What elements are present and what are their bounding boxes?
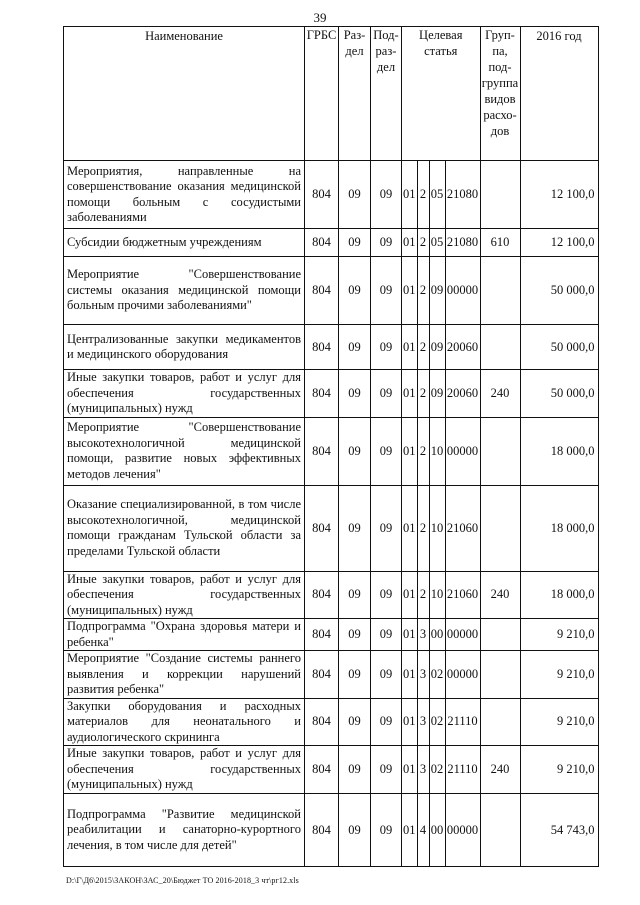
row-amount-2016: 9 210,0 bbox=[520, 746, 598, 794]
row-podrazdel: 09 bbox=[371, 325, 402, 370]
row-target-direction: 00000 bbox=[445, 417, 480, 485]
row-name: Подпрограмма "Развитие медицинской реабилитации и санаторно-курортного лечения, в том числе для детей" bbox=[64, 794, 305, 867]
page-number: 39 bbox=[313, 10, 327, 25]
row-target-program: 01 bbox=[402, 746, 418, 794]
row-grbs: 804 bbox=[305, 257, 339, 325]
header-grbs: ГРБС bbox=[305, 27, 339, 161]
row-razdel: 09 bbox=[339, 257, 371, 325]
row-target-direction: 00000 bbox=[445, 794, 480, 867]
table-row bbox=[64, 417, 599, 485]
row-podrazdel: 09 bbox=[371, 794, 402, 867]
row-target-program: 01 bbox=[402, 325, 418, 370]
row-razdel: 09 bbox=[339, 619, 371, 651]
row-target-event: 05 bbox=[429, 229, 445, 257]
header-row bbox=[64, 27, 599, 161]
row-name: Подпрограмма "Охрана здоровья матери и ребенка" bbox=[64, 619, 305, 651]
row-name: Мероприятие "Совершенствование высокотехнологичной медицинской помощи, развитие новых эффективных методов лечения" bbox=[64, 417, 305, 485]
row-target-program: 01 bbox=[402, 571, 418, 619]
row-razdel: 09 bbox=[339, 651, 371, 699]
row-podrazdel: 09 bbox=[371, 370, 402, 418]
row-amount-2016: 54 743,0 bbox=[520, 794, 598, 867]
header-2016: 2016 год bbox=[520, 27, 598, 161]
row-name: Мероприятия, направленные на совершенствование оказания медицинской помощи больным с сосудистыми заболеваниями bbox=[64, 161, 305, 229]
row-target-direction: 21080 bbox=[445, 161, 480, 229]
row-amount-2016: 50 000,0 bbox=[520, 370, 598, 418]
row-amount-2016: 50 000,0 bbox=[520, 325, 598, 370]
row-expense-group: 240 bbox=[480, 746, 520, 794]
table-row bbox=[64, 229, 599, 257]
row-target-event: 10 bbox=[429, 417, 445, 485]
row-name: Закупки оборудования и расходных материалов для неонатального и аудиологического скрининга bbox=[64, 698, 305, 746]
row-target-program: 01 bbox=[402, 698, 418, 746]
row-podrazdel: 09 bbox=[371, 417, 402, 485]
row-target-subprogram: 3 bbox=[417, 746, 429, 794]
row-razdel: 09 bbox=[339, 161, 371, 229]
header-name: Наименование bbox=[64, 27, 305, 161]
row-amount-2016: 50 000,0 bbox=[520, 257, 598, 325]
row-grbs: 804 bbox=[305, 161, 339, 229]
row-target-program: 01 bbox=[402, 651, 418, 699]
row-razdel: 09 bbox=[339, 794, 371, 867]
row-grbs: 804 bbox=[305, 698, 339, 746]
row-target-subprogram: 2 bbox=[417, 370, 429, 418]
row-amount-2016: 18 000,0 bbox=[520, 485, 598, 571]
row-target-program: 01 bbox=[402, 161, 418, 229]
row-amount-2016: 9 210,0 bbox=[520, 619, 598, 651]
row-target-program: 01 bbox=[402, 257, 418, 325]
row-podrazdel: 09 bbox=[371, 619, 402, 651]
row-target-event: 09 bbox=[429, 370, 445, 418]
row-target-direction: 21060 bbox=[445, 485, 480, 571]
row-name: Оказание специализированной, в том числе высокотехнологичной, медицинской помощи гражданам Тульской области за пределами Тульской области bbox=[64, 485, 305, 571]
budget-table bbox=[63, 26, 599, 867]
row-amount-2016: 9 210,0 bbox=[520, 698, 598, 746]
row-target-event: 02 bbox=[429, 698, 445, 746]
row-grbs: 804 bbox=[305, 485, 339, 571]
header-podrazdel: Под- раз- дел bbox=[371, 27, 402, 161]
row-razdel: 09 bbox=[339, 746, 371, 794]
file-path-footer: D:\Г\Д6\2015\ЗАКОН\ЗАС_20\Бюджет ТО 2016-2018_3 чт\рг12.xls bbox=[66, 876, 299, 885]
row-target-subprogram: 4 bbox=[417, 794, 429, 867]
header-target-article: Целевая статья bbox=[402, 27, 481, 161]
row-target-direction: 21110 bbox=[445, 698, 480, 746]
row-target-subprogram: 2 bbox=[417, 257, 429, 325]
row-name: Иные закупки товаров, работ и услуг для обеспечения государственных (муниципальных) нужд bbox=[64, 746, 305, 794]
row-target-event: 09 bbox=[429, 325, 445, 370]
row-grbs: 804 bbox=[305, 571, 339, 619]
row-podrazdel: 09 bbox=[371, 698, 402, 746]
row-target-subprogram: 2 bbox=[417, 485, 429, 571]
header-razdel: Раз- дел bbox=[339, 27, 371, 161]
row-expense-group bbox=[480, 485, 520, 571]
row-target-direction: 20060 bbox=[445, 370, 480, 418]
row-target-event: 10 bbox=[429, 571, 445, 619]
row-grbs: 804 bbox=[305, 619, 339, 651]
row-name: Мероприятие "Совершенствование системы оказания медицинской помощи больным прочими заболеваниями" bbox=[64, 257, 305, 325]
row-expense-group bbox=[480, 161, 520, 229]
row-target-event: 00 bbox=[429, 794, 445, 867]
row-target-event: 05 bbox=[429, 161, 445, 229]
row-target-direction: 20060 bbox=[445, 325, 480, 370]
row-podrazdel: 09 bbox=[371, 746, 402, 794]
row-name: Централизованные закупки медикаментов и медицинского оборудования bbox=[64, 325, 305, 370]
row-expense-group: 610 bbox=[480, 229, 520, 257]
table-row bbox=[64, 325, 599, 370]
row-razdel: 09 bbox=[339, 370, 371, 418]
row-target-direction: 00000 bbox=[445, 619, 480, 651]
row-podrazdel: 09 bbox=[371, 229, 402, 257]
row-amount-2016: 9 210,0 bbox=[520, 651, 598, 699]
row-grbs: 804 bbox=[305, 370, 339, 418]
row-podrazdel: 09 bbox=[371, 257, 402, 325]
table-row bbox=[64, 161, 599, 229]
row-name: Иные закупки товаров, работ и услуг для обеспечения государственных (муниципальных) нужд bbox=[64, 370, 305, 418]
table-row bbox=[64, 370, 599, 418]
row-target-event: 02 bbox=[429, 746, 445, 794]
row-amount-2016: 12 100,0 bbox=[520, 229, 598, 257]
row-target-program: 01 bbox=[402, 794, 418, 867]
row-target-event: 10 bbox=[429, 485, 445, 571]
row-podrazdel: 09 bbox=[371, 651, 402, 699]
row-expense-group: 240 bbox=[480, 370, 520, 418]
row-target-program: 01 bbox=[402, 417, 418, 485]
row-amount-2016: 12 100,0 bbox=[520, 161, 598, 229]
row-target-subprogram: 2 bbox=[417, 571, 429, 619]
table-row bbox=[64, 619, 599, 651]
row-target-subprogram: 3 bbox=[417, 698, 429, 746]
table-row bbox=[64, 698, 599, 746]
table-row bbox=[64, 257, 599, 325]
row-target-program: 01 bbox=[402, 370, 418, 418]
row-grbs: 804 bbox=[305, 229, 339, 257]
table-row bbox=[64, 794, 599, 867]
row-target-subprogram: 2 bbox=[417, 161, 429, 229]
row-name: Мероприятие "Создание системы раннего выявления и коррекции нарушений развития ребенка" bbox=[64, 651, 305, 699]
row-razdel: 09 bbox=[339, 229, 371, 257]
row-target-subprogram: 3 bbox=[417, 651, 429, 699]
row-expense-group bbox=[480, 325, 520, 370]
row-amount-2016: 18 000,0 bbox=[520, 571, 598, 619]
row-target-subprogram: 2 bbox=[417, 229, 429, 257]
row-podrazdel: 09 bbox=[371, 571, 402, 619]
row-target-direction: 00000 bbox=[445, 651, 480, 699]
row-amount-2016: 18 000,0 bbox=[520, 417, 598, 485]
row-target-direction: 21060 bbox=[445, 571, 480, 619]
row-target-direction: 00000 bbox=[445, 257, 480, 325]
row-podrazdel: 09 bbox=[371, 161, 402, 229]
row-razdel: 09 bbox=[339, 325, 371, 370]
row-target-event: 02 bbox=[429, 651, 445, 699]
row-razdel: 09 bbox=[339, 571, 371, 619]
table-row bbox=[64, 571, 599, 619]
row-target-program: 01 bbox=[402, 619, 418, 651]
row-target-subprogram: 2 bbox=[417, 417, 429, 485]
row-target-direction: 21080 bbox=[445, 229, 480, 257]
row-expense-group bbox=[480, 619, 520, 651]
row-expense-group bbox=[480, 257, 520, 325]
row-razdel: 09 bbox=[339, 485, 371, 571]
row-target-event: 00 bbox=[429, 619, 445, 651]
row-expense-group bbox=[480, 794, 520, 867]
table-row bbox=[64, 651, 599, 699]
row-podrazdel: 09 bbox=[371, 485, 402, 571]
row-grbs: 804 bbox=[305, 746, 339, 794]
table-row bbox=[64, 485, 599, 571]
row-razdel: 09 bbox=[339, 417, 371, 485]
table-row bbox=[64, 746, 599, 794]
row-target-subprogram: 2 bbox=[417, 325, 429, 370]
row-grbs: 804 bbox=[305, 417, 339, 485]
row-expense-group bbox=[480, 651, 520, 699]
row-target-subprogram: 3 bbox=[417, 619, 429, 651]
row-target-event: 09 bbox=[429, 257, 445, 325]
row-target-program: 01 bbox=[402, 485, 418, 571]
row-target-program: 01 bbox=[402, 229, 418, 257]
row-expense-group bbox=[480, 417, 520, 485]
header-expense-group: Груп- па, под- группа видов расхо- дов bbox=[480, 27, 520, 161]
row-razdel: 09 bbox=[339, 698, 371, 746]
row-target-direction: 21110 bbox=[445, 746, 480, 794]
row-grbs: 804 bbox=[305, 794, 339, 867]
row-grbs: 804 bbox=[305, 651, 339, 699]
row-name: Субсидии бюджетным учреждениям bbox=[64, 229, 305, 257]
row-grbs: 804 bbox=[305, 325, 339, 370]
row-expense-group: 240 bbox=[480, 571, 520, 619]
row-expense-group bbox=[480, 698, 520, 746]
row-name: Иные закупки товаров, работ и услуг для обеспечения государственных (муниципальных) нужд bbox=[64, 571, 305, 619]
